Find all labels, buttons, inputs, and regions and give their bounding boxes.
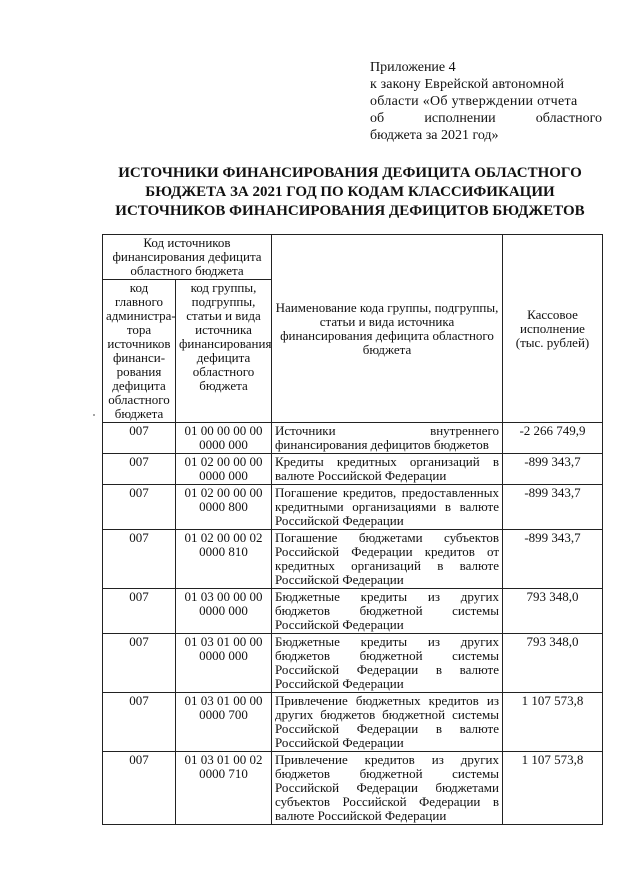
admin-code-cell: 007: [103, 752, 176, 825]
title-line: ИСТОЧНИКИ ФИНАНСИРОВАНИЯ ДЕФИЦИТА ОБЛАСТНОГО: [118, 165, 582, 181]
amount-cell: 793 348,0: [503, 589, 603, 634]
appendix-line: к закону Еврейской автономной: [370, 77, 565, 92]
name-cell: Кредиты кредитных организаций в валюте Российской Федерации: [272, 454, 503, 485]
admin-code-cell: 007: [103, 485, 176, 530]
admin-code-cell: 007: [103, 454, 176, 485]
appendix-line: области «Об утверждении отчета: [370, 94, 578, 109]
admin-code-cell: 007: [103, 530, 176, 589]
header-name: Наименование кода группы, подгруппы, статьи и вида источника финансирования дефицита областного бюджета: [272, 235, 503, 423]
table-row: [103, 530, 603, 589]
name-cell: Источники внутреннего финансирования дефицитов бюджетов: [272, 423, 503, 454]
admin-code-cell: 007: [103, 634, 176, 693]
admin-code-cell: 007: [103, 589, 176, 634]
table-row: [103, 693, 603, 752]
admin-code-cell: 007: [103, 693, 176, 752]
table-row: [103, 454, 603, 485]
amount-cell: -2 266 749,9: [503, 423, 603, 454]
scan-speck: [93, 414, 95, 416]
name-cell: Бюджетные кредиты из других бюджетов бюджетной системы Российской Федерации: [272, 589, 503, 634]
name-cell: Погашение кредитов, предоставленных кредитными организациями в валюте Российской Федерации: [272, 485, 503, 530]
appendix-line: бюджета за 2021 год»: [370, 128, 499, 143]
source-code-cell: 01 02 00 00 00 0000 800: [176, 485, 272, 530]
source-code-cell: 01 02 00 00 02 0000 810: [176, 530, 272, 589]
title-line: БЮДЖЕТА ЗА 2021 ГОД ПО КОДАМ КЛАССИФИКАЦИИ: [145, 184, 555, 200]
name-cell: Привлечение кредитов из других бюджетов бюджетной системы Российской Федерации бюджетами субъектов Российской Федерации в валюте Российской Федерации: [272, 752, 503, 825]
amount-cell: -899 343,7: [503, 485, 603, 530]
name-cell: Бюджетные кредиты из других бюджетов бюджетной системы Российской Федерации в валюте Российской Федерации: [272, 634, 503, 693]
name-cell: Привлечение бюджетных кредитов из других бюджетов бюджетной системы Российской Федерации в валюте Российской Федерации: [272, 693, 503, 752]
table-row: [103, 423, 603, 454]
amount-cell: 793 348,0: [503, 634, 603, 693]
source-code-cell: 01 02 00 00 00 0000 000: [176, 454, 272, 485]
source-code-cell: 01 00 00 00 00 0000 000: [176, 423, 272, 454]
source-code-cell: 01 03 01 00 00 0000 700: [176, 693, 272, 752]
source-code-cell: 01 03 01 00 02 0000 710: [176, 752, 272, 825]
table-row: [103, 634, 603, 693]
table-row: [103, 752, 603, 825]
table-row: [103, 485, 603, 530]
header-amount: Кассовое исполнение (тыс. рублей): [503, 235, 603, 423]
title-line: ИСТОЧНИКОВ ФИНАНСИРОВАНИЯ ДЕФИЦИТОВ БЮДЖЕТОВ: [115, 203, 585, 219]
source-code-cell: 01 03 00 00 00 0000 000: [176, 589, 272, 634]
amount-cell: -899 343,7: [503, 530, 603, 589]
header-source-code: код группы, подгруппы, статьи и вида источника финансирования дефицита областного бюджета: [176, 280, 272, 423]
header-admin-code: код главного администра-тора источников финанси-рования дефицита областного бюджета: [103, 280, 176, 423]
document-title: [100, 164, 600, 221]
amount-cell: 1 107 573,8: [503, 693, 603, 752]
amount-cell: -899 343,7: [503, 454, 603, 485]
table-row: [103, 589, 603, 634]
admin-code-cell: 007: [103, 423, 176, 454]
appendix-note: [370, 59, 602, 144]
financing-sources-table: [102, 234, 603, 825]
amount-cell: 1 107 573,8: [503, 752, 603, 825]
name-cell: Погашение бюджетами субъектов Российской Федерации кредитов от кредитных организаций в валюте Российской Федерации: [272, 530, 503, 589]
appendix-line: Приложение 4: [370, 60, 456, 75]
source-code-cell: 01 03 01 00 00 0000 000: [176, 634, 272, 693]
appendix-line: об исполнении областного: [370, 111, 602, 126]
header-code-group: Код источников финансирования дефицита областного бюджета: [103, 235, 272, 280]
